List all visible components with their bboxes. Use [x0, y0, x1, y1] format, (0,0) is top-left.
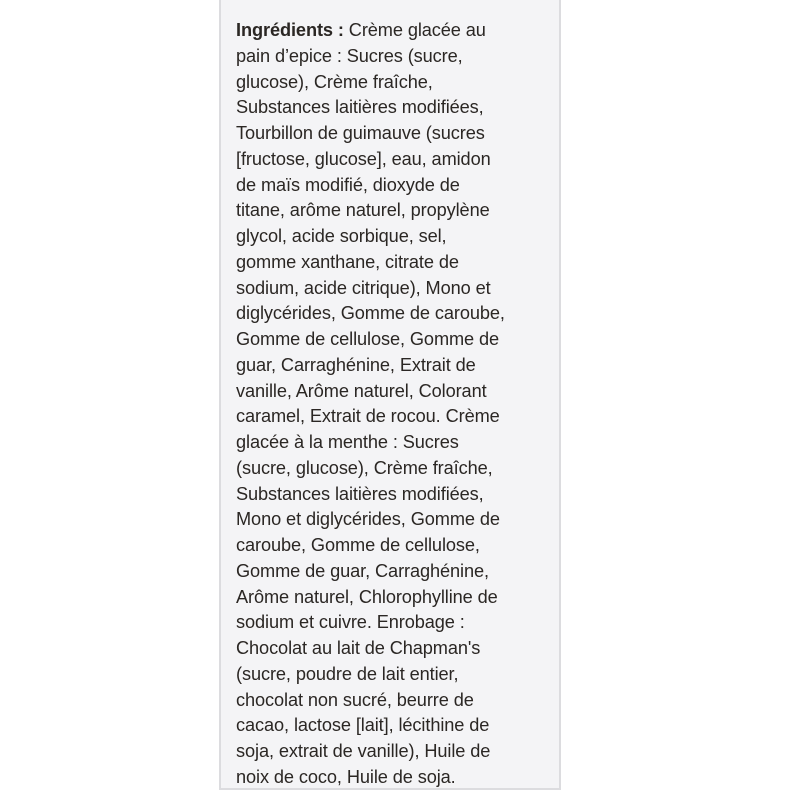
ingredients-line: chocolat non sucré, beurre de — [236, 689, 474, 710]
ingredients-text: Crème glacée au — [343, 20, 486, 40]
ingredients-line: Tourbillon de guimauve (sucres — [236, 123, 485, 143]
ingredients-line: [fructose, glucose], eau, amidon — [236, 148, 491, 169]
ingredients-line: glycol, acide sorbique, sel, — [236, 226, 447, 246]
ingredients-line: gomme xanthane, citrate de — [236, 251, 459, 272]
ingredients-line: caroube, Gomme de cellulose, — [236, 535, 480, 555]
ingredients-line: guar, Carraghénine, Extrait de — [236, 354, 476, 375]
ingredients-line: glucose), Crème fraîche, — [236, 71, 433, 92]
ingredients-line: noix de coco, Huile de soja. — [236, 766, 456, 787]
ingredients-line: diglycérides, Gomme de caroube, — [236, 303, 505, 324]
ingredients-line: (sucre, glucose), Crème fraîche, — [236, 457, 493, 478]
ingredients-line: Gomme de cellulose, Gomme de — [236, 329, 500, 349]
ingredients-line: Chocolat au lait de Chapman's — [236, 638, 481, 658]
ingredients-line: cacao, lactose [lait], lécithine de — [236, 715, 490, 736]
ingredients-list — [236, 18, 556, 791]
ingredients-line: titane, arôme naturel, propylène — [236, 200, 490, 221]
ingredients-line: pain d’epice : Sucres (sucre, — [236, 45, 463, 66]
ingredients-line: Mono et diglycérides, Gomme de — [236, 509, 500, 530]
ingredients-line: sodium et cuivre. Enrobage : — [236, 612, 465, 633]
ingredients-line: Gomme de guar, Carraghénine, — [236, 560, 489, 581]
ingredients-line: sodium, acide citrique), Mono et — [236, 277, 491, 298]
ingredients-line: (sucre, poudre de lait entier, — [236, 663, 459, 684]
ingredients-line-1 — [236, 18, 556, 44]
ingredients-line: caramel, Extrait de rocou. Crème — [236, 406, 500, 427]
ingredients-line: Arôme naturel, Chlorophylline de — [236, 586, 498, 607]
ingredients-line: Substances laitières modifiées, — [236, 483, 484, 504]
ingredients-line: glacée à la menthe : Sucres — [236, 432, 459, 452]
ingredients-line: vanille, Arôme naturel, Colorant — [236, 380, 487, 401]
ingredients-line: de maïs modifié, dioxyde de — [236, 174, 460, 195]
ingredients-line: soja, extrait de vanille), Huile de — [236, 741, 491, 761]
ingredients-line: Substances laitières modifiées, — [236, 97, 484, 118]
ingredients-heading: Ingrédients : — [236, 20, 344, 40]
